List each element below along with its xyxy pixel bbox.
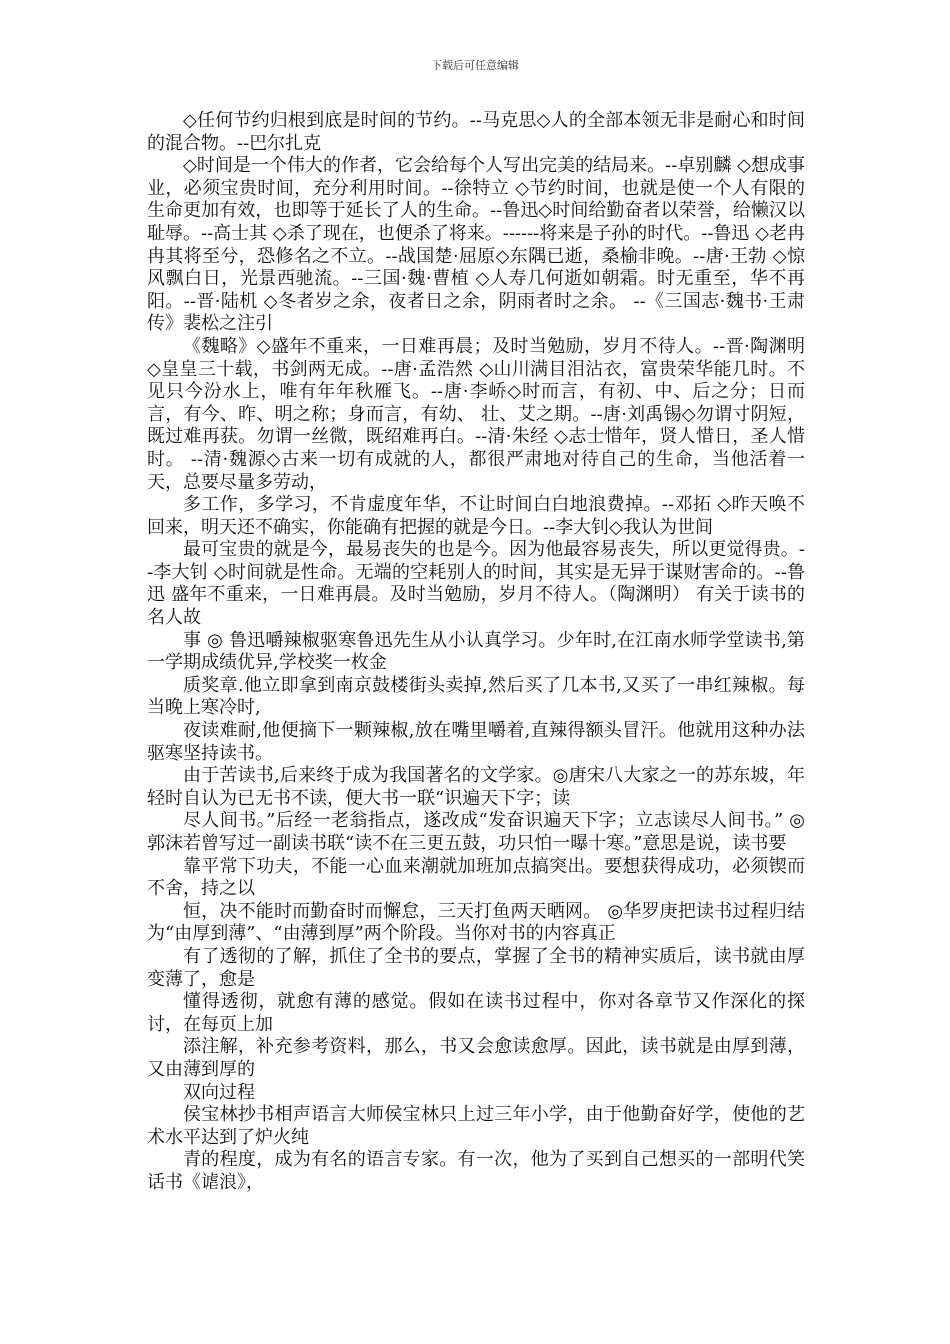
paragraph: 添注解，补充参考资料，那么，书又会愈读愈厚。因此，读书就是由厚到薄，又由薄到厚的 <box>147 1036 805 1080</box>
page-header: 下载后可任意编辑 <box>431 59 519 72</box>
paragraph: 靠平常下功夫，不能一心血来潮就加班加点搞突出。要想获得成功，必须锲而不舍，持之以 <box>147 855 805 900</box>
document-body <box>147 110 805 1195</box>
paragraph: 多工作，多学习，不肯虚度年华，不让时间白白地浪费掉。--邓拓 ◇昨天唤不回来，明天还不确实，你能确有把握的就是今日。--李大钊◇我认为世间 <box>147 494 805 538</box>
paragraph: 侯宝林抄书相声语言大师侯宝林只上过三年小学，由于他勤奋好学，使他的艺术水平达到了炉火纯 <box>147 1104 805 1148</box>
paragraph: 恒，决不能时而勤奋时而懈怠，三天打鱼两天晒网。 ◎华罗庚把读书过程归结为“由厚到薄”、“由薄到厚”两个阶段。当你对书的内容真正 <box>147 900 805 945</box>
paragraph: 有了透彻的了解，抓住了全书的要点，掌握了全书的精神实质后，读书就由厚变薄了，愈是 <box>147 945 805 990</box>
paragraph: 青的程度，成为有名的语言专家。有一次，他为了买到自己想买的一部明代笑话书《谑浪》， <box>147 1149 805 1193</box>
paragraph: 双向过程 <box>183 1081 255 1103</box>
paragraph: 事 ◎ 鲁迅嚼辣椒驱寒鲁迅先生从小认真学习。少年时,在江南水师学堂读书,第一学期成绩优异,学校奖一枚金 <box>147 629 805 674</box>
paragraph: ◇任何节约归根到底是时间的节约。--马克思◇人的全部本领无非是耐心和时间的混合物。--巴尔扎克 <box>147 110 805 154</box>
paragraph: 由于苦读书,后来终于成为我国著名的文学家。◎唐宋八大家之一的苏东坡，年轻时自认为已无书不读，便大书一联“识遍天下字；读 <box>147 765 805 809</box>
paragraph: 最可宝贵的就是今，最易丧失的也是今。因为他最容易丧失，所以更觉得贵。--李大钊 ◇时间就是性命。无端的空耗别人的时间，其实是无异于谋财害命的。--鲁迅 盛年不重来，一日难再晨。及时当勉励，岁月不待人。（陶渊明） 有关于读书的名人故 <box>147 539 805 629</box>
paragraph: 夜读难耐,他便摘下一颗辣椒,放在嘴里嚼着,直辣得额头冒汗。他就用这种办法驱寒坚持读书。 <box>147 720 805 764</box>
paragraph: 《魏略》◇盛年不重来，一日难再晨；及时当勉励，岁月不待人。--晋·陶渊明 ◇皇皇三十载，书剑两无成。--唐·孟浩然 ◇山川满目泪沾衣，富贵荣华能几时。不见只今汾水上，唯有年年秋雁飞。--唐·李峤◇时而言，有初、中、后之分；日而言，有今、昨、明之称；身而言，有幼、 壮、艾之期。--唐·刘禹锡◇勿谓寸阴短，既过难再获。勿谓一丝微，既绍难再白。--清·朱经 ◇志士惜年，贤人惜日，圣人惜时。 --清·魏源◇古来一切有成就的人，都很严肃地对待自己的生命，当他活着一天，总要尽量多劳动， <box>147 335 805 493</box>
paragraph: ◇时间是一个伟大的作者，它会给每个人写出完美的结局来。--卓别麟 ◇想成事业，必须宝贵时间，充分利用时间。--徐特立 ◇节约时间，也就是使一个人有限的生命更加有效，也即等于延长了人的生命。--鲁迅◇时间给勤奋者以荣誉，给懒汉以耻辱。--高士其 ◇杀了现在，也便杀了将来。------将来是子孙的时代。--鲁迅 ◇老冉冉其将至兮，恐修名之不立。--战国楚·屈原◇东隅已逝，桑榆非晚。--唐·王勃 ◇惊风飘白日，光景西驰流。--三国·魏·曹植 ◇人寿几何逝如朝霜。时无重至，华不再阳。--晋·陆机 ◇冬者岁之余，夜者日之余，阴雨者时之余。 --《三国志·魏书·王肃传》裴松之注引 <box>147 155 805 335</box>
paragraph: 懂得透彻，就愈有薄的感觉。假如在读书过程中，你对各章节又作深化的探讨，在每页上加 <box>147 991 805 1035</box>
paragraph: 尽人间书。”后经一老翁指点，遂改成“发奋识遍天下字；立志读尽人间书。” ◎郭沫若曾写过一副读书联“读不在三更五鼓，功只怕一曝十寒。”意思是说，读书要 <box>147 810 805 854</box>
paragraph: 质奖章.他立即拿到南京鼓楼街头卖掉,然后买了几本书,又买了一串红辣椒。每当晚上寒冷时, <box>147 674 805 719</box>
